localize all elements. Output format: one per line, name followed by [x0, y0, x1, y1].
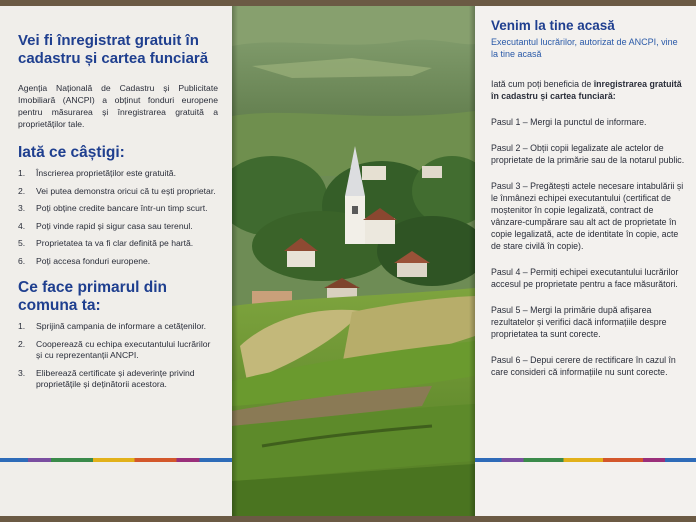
list-text: Poți vinde rapid și sigur casa sau terenul.: [36, 220, 193, 231]
list-item: [18, 186, 218, 198]
list-number: 3.: [18, 203, 26, 213]
fold-shadow: [232, 6, 238, 516]
mayor-heading: Ce face primarul din comuna ta:: [18, 279, 168, 314]
step-3: Pasul 3 – Pregătești actele necesare intabulării și le înmânezi echipei executantului (certificat de moștenitor în copie legalizată, contract de vânzare-cumpărare sau alt act de proprietate în copie legalizată, acte de identitate în copie, acte de stare civilă în copie).: [491, 181, 684, 251]
color-stripe: [0, 458, 232, 462]
list-item: [18, 256, 218, 268]
list-item: [18, 321, 218, 333]
intro-paragraph: Agenția Națională de Cadastru și Publicitate Imobiliară (ANCPI) a obținut fonduri europene pentru măsurarea și înregistrarea gratuită a proprietăților tale.: [18, 83, 218, 129]
list-text: Sprijină campania de informare a cetățenilor.: [36, 321, 207, 331]
list-number: 6.: [18, 255, 26, 266]
list-text: Poți accesa fonduri europene.: [36, 255, 151, 266]
landscape-photo: [232, 6, 475, 516]
list-item: [18, 168, 218, 180]
list-item: [18, 203, 218, 215]
right-panel: [475, 6, 696, 516]
lead-text: Iată cum poți beneficia de: [491, 79, 594, 89]
step-1: Pasul 1 – Mergi la punctul de informare.: [491, 117, 647, 127]
step-6: Pasul 6 – Depui cerere de rectificare în cazul în care consideri că informațiile nu sunt corecte.: [491, 355, 676, 377]
list-text: Înscrierea proprietăților este gratuită.: [36, 168, 176, 178]
list-text: Cooperează cu echipa executantului lucrărilor și cu reprezentanții ANCPI.: [36, 338, 211, 360]
list-number: 3.: [18, 367, 26, 378]
left-title: Vei fi înregistrat gratuit în cadastru și cartea funciară: [18, 32, 209, 67]
benefits-heading: Iată ce câștigi:: [18, 144, 125, 161]
mayor-list: [18, 321, 218, 391]
list-text: Vei putea demonstra oricui că tu ești proprietar.: [36, 185, 216, 196]
right-subtitle: Executantul lucrărilor, autorizat de ANCPI, vine la tine acasă: [491, 37, 678, 59]
right-title: Venim la tine acasă: [491, 18, 615, 33]
list-number: 1.: [18, 321, 26, 331]
step-2: Pasul 2 – Obții copii legalizate ale actelor de proprietate de la primărie sau de la notarul public.: [491, 143, 685, 165]
village-photo-illustration: [232, 6, 475, 516]
list-text: Proprietatea ta va fi clar definită pe hartă.: [36, 238, 194, 248]
list-item: [18, 238, 218, 250]
list-item: [18, 221, 218, 233]
left-panel: [0, 6, 232, 516]
lead-bold-text: înregistrarea gratuită în cadastru și cartea funciară:: [491, 79, 682, 101]
list-item: [18, 339, 218, 362]
step-4: Pasul 4 – Permiți echipei executantului lucrărilor accesul pe proprietate pentru a face măsurători.: [491, 267, 679, 289]
list-number: 4.: [18, 220, 26, 231]
benefits-list: [18, 168, 218, 267]
list-text: Poți obține credite bancare într-un timp scurt.: [36, 203, 208, 213]
list-number: 2.: [18, 338, 26, 349]
color-stripe: [475, 458, 696, 462]
list-number: 5.: [18, 238, 26, 248]
step-5: Pasul 5 – Mergi la primărie după afișarea rezultatelor și verifici dacă informațiile despre proprietatea ta sunt corecte.: [491, 305, 667, 339]
list-text: Eliberează certificate și adeverințe privind proprietățile și deținătorii acestora.: [36, 367, 195, 389]
brochure: [0, 6, 696, 516]
right-lead: [491, 78, 686, 102]
list-number: 1.: [18, 168, 26, 178]
list-number: 2.: [18, 185, 26, 196]
list-item: [18, 368, 218, 391]
